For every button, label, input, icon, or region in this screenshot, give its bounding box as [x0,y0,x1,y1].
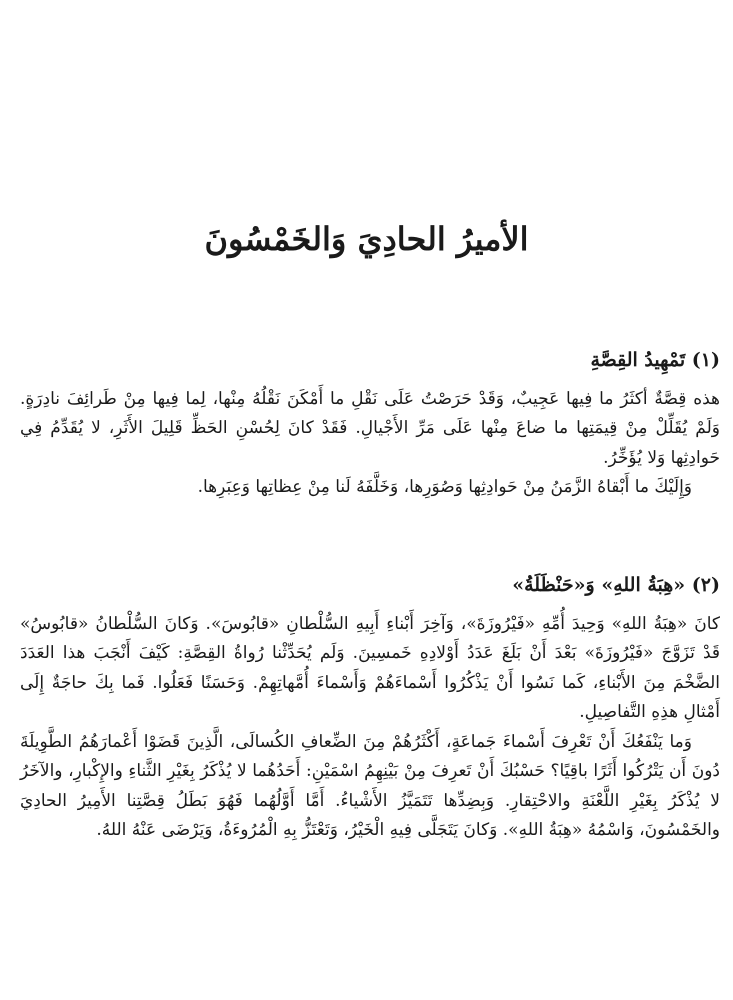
section-heading: (١) تَمْهِيدُ القِصَّةِ [590,349,720,371]
paragraph: وَما يَنْفَعُكَ أَنْ تَعْرِفَ أَسْماءَ جَماعَةٍ، أَكْثَرُهُمْ مِنَ الضِّعافِ الكُسالَى، الَّذِينَ قَضَوْا أَعْمارَهُمُ الطَّوِيلَةَ دُونَ أَن يَتْرُكُوا أَثَرًا باقِيًا؟ حَسْبُكَ أَنْ تَعرِفَ مِنْ بَيْنِهِمُ اسْمَيْنِ: أَحَدُهُما لا يُذْكَرُ بِغَيْرِ الثَّناءِ والإِكْبارِ، والآخَرُ لا يُذْكَرُ بِغَيْرِ اللَّعْنَةِ والاحْتِقارِ. وَبِضِدِّها تَتَمَيَّزُ الأَشْياءُ. أَمَّا أَوَّلُهُما فَهُوَ بَطَلُ قِصَّتِنا الأَمِيرُ الحادِيَ والخَمْسُونَ، وَاسْمُهُ «هِبَةُ اللهِ». وَكانَ يَتَجَلَّى فِيهِ الْخَيْرُ، وَتَعْتَزُّ بِهِ الْمُرُوءَةُ، وَيَرْضَى عَنْهُ اللهُ. [20,731,720,840]
section-story-introduction [20,346,720,503]
paragraph: هذه قِصَّةٌ أكثَرُ ما فِيها عَجِيبٌ، وَقَدْ حَرَصْتُ عَلَى نَقْلِ ما أَمْكَنَ نَقْلُهُ مِنْها، لِما فِيها مِنْ طَرائِفَ نادِرَةٍ. وَلَمْ يُقَلِّلْ مِنْ قِيمَتِها ما ضاعَ مِنْها عَلَى مَرِّ الأَجْيالِ. فَقَدْ كانَ لِحُسْنِ الحَظِّ قَلِيلَ الأَثَرِ، لا يُقَدِّمُ فِي حَوادِثِها وَلا يُؤَخِّرُ. [20,388,720,468]
section-hibatullah-and-hanzala [20,571,720,846]
section-heading: (٢) «هِبَةُ اللهِ» وَ«حَنْظَلَةُ» [512,574,720,596]
paragraph: كانَ «هِبَةُ اللهِ» وَحِيدَ أُمِّهِ «فَيْرُوزَةَ»، وَآخِرَ أَبْناءِ أَبِيهِ السُّلْطانِ «قابُوسَ». وَكانَ السُّلْطانُ «قابُوسُ» قَدْ تَزَوَّجَ «فَيْرُوزَةَ» بَعْدَ أَنْ بَلَغَ عَدَدُ أَوْلادِهِ خَمسِينَ. وَلَم يُحَدِّثْنا رُواةُ القِصَّةِ: كَيْفَ أَنْجَبَ هذا العَدَدَ الضَّخْمَ مِنَ الأَبْناءِ، كَما نَسُوا أَنْ يَذْكُرُوا أَسْماءَهُمْ وَأَسْماءَ أُمَّهاتِهِمْ. وَحَسَنًا فَعَلُوا. فَما بِكَ حاجَةٌ إِلَى أَمْثالِ هذِهِ التَّفاصِيلِ. [20,613,720,722]
paragraph: وَإِلَيْكَ ما أَبْقاهُ الزَّمَنُ مِنْ حَوادِثِها وَصُوَرِها، وَخَلَّفَهُ لَنا مِنْ عِظاتِها وَعِبَرِها. [197,477,692,497]
chapter-title: الأميرُ الحادِيَ وَالخَمْسُونَ [204,220,529,259]
